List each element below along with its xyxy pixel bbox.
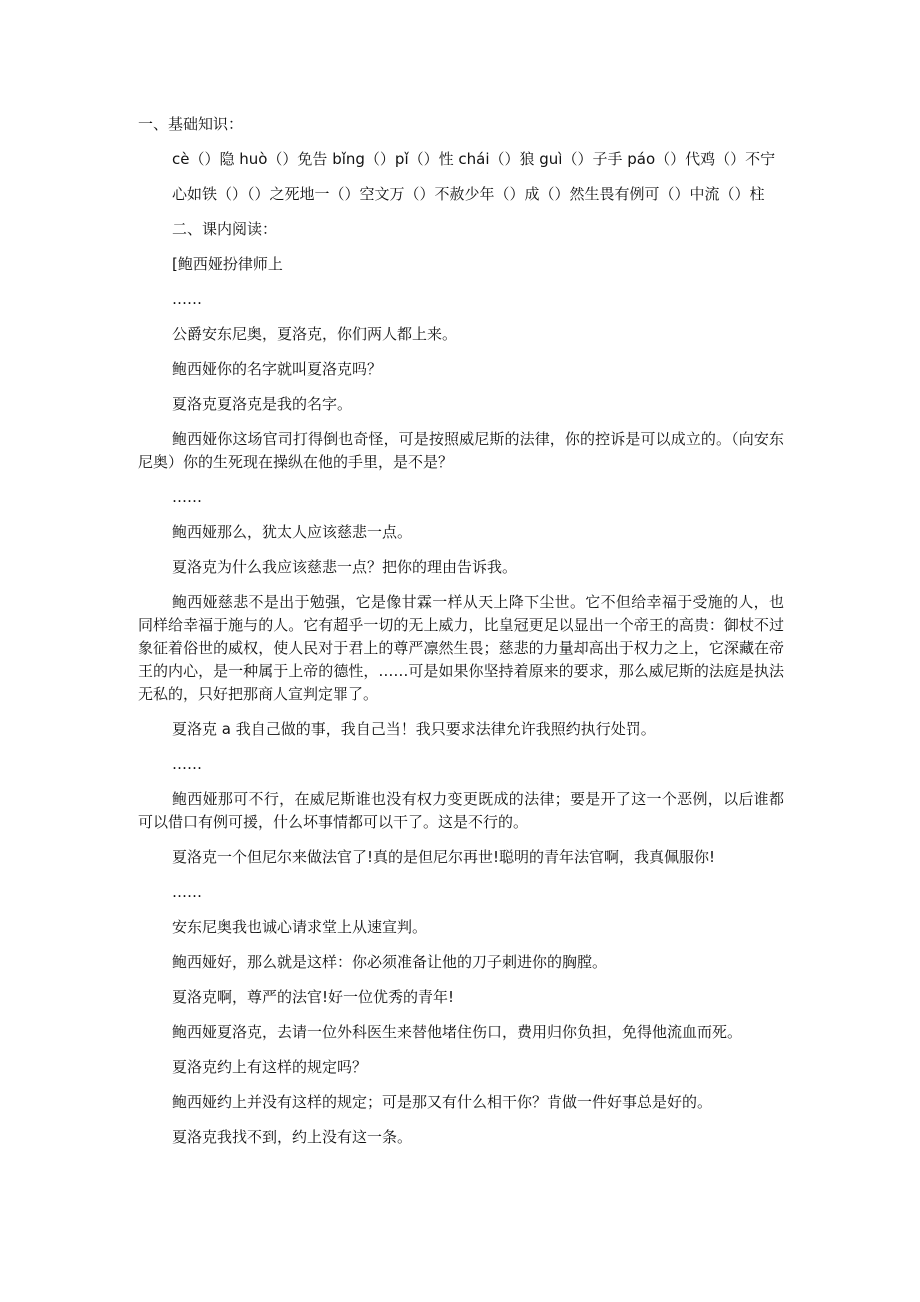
dialogue-paragraph: 夏洛克约上有这样的规定吗？ [172, 1058, 368, 1076]
dialogue-paragraph: 鲍西娅好，那么就是这样：你必须准备让他的刀子刺进你的胸膛。 [172, 953, 608, 971]
dialogue-paragraph: 鲍西娅你的名字就叫夏洛克吗？ [172, 360, 383, 378]
dialogue-paragraph: 鲍西娅你这场官司打得倒也奇怪，可是按照威尼斯的法律，你的控诉是可以成立的。（向安东尼奥）你的生死现在操纵在他的手里，是不是？ [138, 430, 784, 471]
dialogue-paragraph: 鲍西娅那可不行，在威尼斯谁也没有权力变更既成的法律；要是开了这一个恶例，以后谁都可以借口有例可援，什么坏事情都可以干了。这是不行的。 [138, 790, 784, 831]
ellipsis-line: …… [172, 488, 202, 506]
dialogue-paragraph: 安东尼奥我也诚心请求堂上从速宣判。 [172, 918, 428, 936]
section-1-heading: 一、基础知识： [138, 115, 244, 133]
dialogue-paragraph: 鲍西娅夏洛克，去请一位外科医生来替他堵住伤口，费用归你负担，免得他流血而死。 [172, 1023, 743, 1041]
section-2-heading: 二、课内阅读： [172, 220, 278, 238]
dialogue-paragraph: 公爵安东尼奥，夏洛克，你们两人都上来。 [172, 325, 458, 343]
dialogue-paragraph: 鲍西娅约上并没有这样的规定；可是那又有什么相干你？肯做一件好事总是好的。 [172, 1093, 713, 1111]
dialogue-paragraph: 鲍西娅那么，犹太人应该慈悲一点。 [172, 523, 413, 541]
dialogue-paragraph: 夏洛克啊，尊严的法官!好一位优秀的青年! [172, 988, 455, 1006]
dialogue-paragraph: 鲍西娅慈悲不是出于勉强，它是像甘霖一样从天上降下尘世。它不但给幸福于受施的人，也同样给幸福于施与的人。它有超乎一切的无上威力，比皇冠更足以显出一个帝王的高贵：御杖不过象征着俗世的威权，使人民对于君上的尊严凛然生畏；慈悲的力量却高出于权力之上，它深藏在帝王的内心，是一种属于上帝的德性，……可是如果你坚持着原来的要求，那么威尼斯的法庭是执法无私的，只好把那商人宣判定罪了。 [138, 593, 784, 703]
document-page [138, 113, 784, 1161]
dialogue-paragraph: 夏洛克我找不到，约上没有这一条。 [172, 1128, 413, 1146]
dialogue-paragraph: 夏洛克为什么我应该慈悲一点？把你的理由告诉我。 [172, 558, 518, 576]
dialogue-paragraph: [鲍西娅扮律师上 [172, 255, 283, 273]
idiom-exercise-line-2: 心如铁（）（）之死地一（）空文万（）不赦少年（）成（）然生畏有例可（）中流（）柱 [172, 185, 765, 203]
dialogue-paragraph: 夏洛克 a 我自己做的事，我自己当！我只要求法律允许我照约执行处罚。 [172, 720, 656, 738]
pinyin-exercise-line-1: cè（）隐 huò（）免告 bǐng（）pǐ（）性 chái（）狼 guì（）子手 páo（）代鸡（）不宁 [172, 150, 776, 168]
ellipsis-line: …… [172, 883, 202, 901]
dialogue-paragraph: 夏洛克一个但尼尔来做法官了!真的是但尼尔再世!聪明的青年法官啊，我真佩服你! [172, 848, 716, 866]
ellipsis-line: …… [172, 290, 202, 308]
ellipsis-line: …… [172, 755, 202, 773]
dialogue-paragraph: 夏洛克夏洛克是我的名字。 [172, 395, 353, 413]
